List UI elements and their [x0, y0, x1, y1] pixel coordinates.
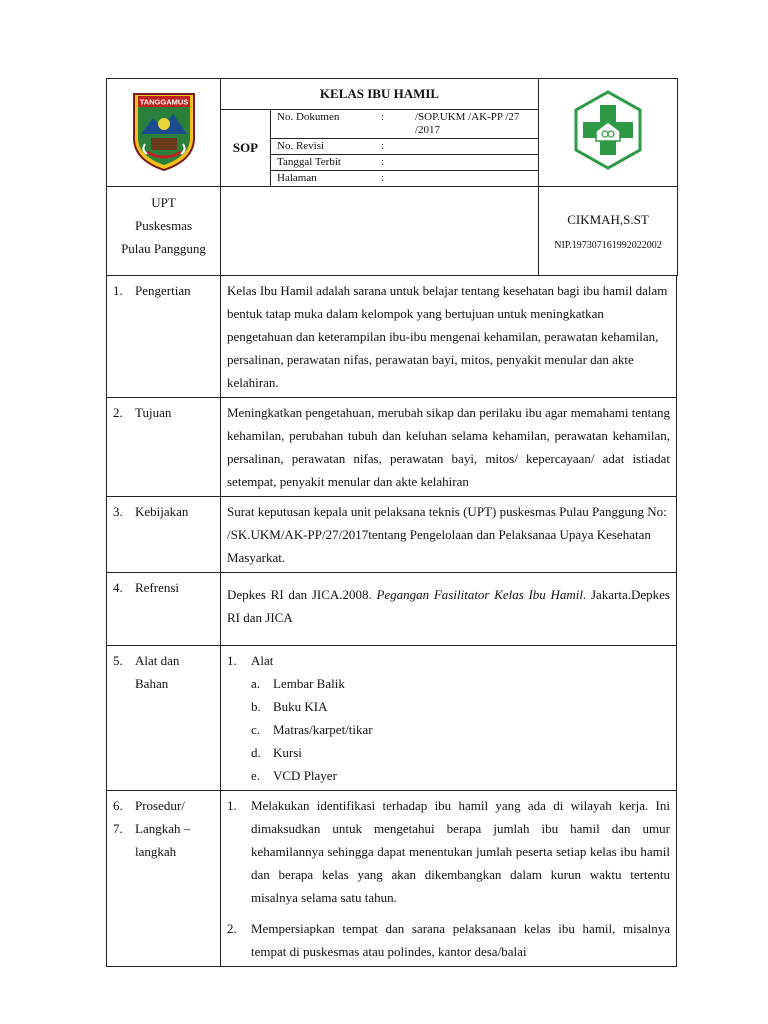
meta-sep: :	[375, 139, 395, 155]
meta-row	[271, 155, 538, 171]
section-content	[221, 791, 677, 967]
section-content: Kelas Ibu Hamil adalah sarana untuk belajar tentang kesehatan bagi ibu hamil dalam bentuk tatap muka dalam kelompok yang bertujuan untuk meningkatkan pengetahuan dan keterampilan ibu-ibu mengenai kehamilan, perawatan kehamilan, persalinan, perawatan nifas, perawatan bayi, mitos, penyakit menular dan akte kelahiran.	[221, 276, 677, 398]
meta-value	[395, 155, 538, 171]
section-number: 1.	[113, 283, 123, 298]
list-letter: e.	[251, 768, 261, 783]
document-meta	[271, 110, 539, 187]
list-item	[227, 764, 670, 787]
list-item-text: VCD Player	[273, 768, 337, 783]
sop-label: SOP	[221, 110, 271, 187]
section-title: Bahan	[135, 676, 169, 691]
section-label	[107, 791, 221, 967]
section-number: 4.	[113, 580, 123, 595]
section-content	[221, 573, 677, 646]
step-number: 2.	[227, 921, 237, 936]
meta-sep: :	[375, 110, 395, 139]
list-group-label: Alat	[251, 653, 274, 668]
section-content	[221, 646, 677, 791]
list-letter: c.	[251, 722, 261, 737]
procedure-step	[227, 794, 670, 909]
meta-sep: :	[375, 155, 395, 171]
reference-text: . Jakarta.Depkes RI dan JICA	[227, 587, 670, 625]
list-number: 1.	[227, 653, 237, 668]
section-title: Prosedur/	[135, 798, 185, 813]
tanggamus-logo-cell	[107, 79, 221, 187]
list-item-text: Buku KIA	[273, 699, 328, 714]
list-item-text: Lembar Balik	[273, 676, 345, 691]
meta-value	[395, 139, 538, 155]
signer-name: CIKMAH,S.ST	[567, 211, 649, 227]
section-number: 5.	[113, 653, 123, 668]
meta-label: Tanggal Terbit	[271, 155, 375, 171]
list-item	[227, 672, 670, 695]
section-row-alat	[107, 646, 677, 791]
meta-value	[395, 171, 538, 187]
section-content: Surat keputusan kepala unit pelaksana teknis (UPT) puskesmas Pulau Panggung No: /SK.UKM/AK-PP/27/2017tentang Pengelolaan dan Pelaksanaa Upaya Kesehatan Masyarkat.	[221, 497, 677, 573]
list-letter: b.	[251, 699, 261, 714]
section-number: 6.	[113, 798, 123, 813]
meta-row	[271, 110, 538, 139]
header-table	[106, 78, 678, 276]
section-title: Tujuan	[135, 405, 172, 420]
section-label	[107, 646, 221, 791]
section-label	[107, 573, 221, 646]
section-label	[107, 398, 221, 497]
section-number: 7.	[113, 821, 123, 836]
section-label	[107, 497, 221, 573]
signer-nip: NIP.197307161992022002	[554, 239, 662, 251]
step-text: Melakukan identifikasi terhadap ibu hamil yang ada di wilayah kerja. Ini dimaksudkan untuk mengetahui berapa jumlah ibu hamil dan umur kehamilannya sehingga dapat menentukan jumlah peserta setiap kelas ibu hamil dan berapa kelas yang akan dikembangkan dalam kurun waktu tertentu misalnya selama satu tahun.	[251, 798, 670, 905]
puskesmas-logo-cell	[539, 79, 678, 187]
upt-name	[107, 187, 221, 276]
tanggamus-logo-icon	[129, 88, 199, 172]
procedure-step	[227, 917, 670, 963]
section-row-tujuan	[107, 398, 677, 497]
section-title: Langkah –	[135, 821, 191, 836]
list-item-text: Kursi	[273, 745, 302, 760]
document-title: KELAS IBU HAMIL	[221, 79, 539, 110]
section-title: langkah	[135, 844, 177, 859]
signature-blank	[221, 187, 539, 276]
section-row-prosedur	[107, 791, 677, 967]
sop-document	[106, 78, 700, 967]
meta-label: No. Revisi	[271, 139, 375, 155]
logo-text: TANGGAMUS	[139, 97, 188, 107]
section-title: Alat dan	[135, 653, 180, 668]
list-item	[227, 718, 670, 741]
list-letter: d.	[251, 745, 261, 760]
reference-title: Pegangan Fasilitator Kelas Ibu Hamil	[376, 587, 583, 602]
sop-body-table	[106, 275, 700, 967]
upt-line: Pulau Panggung	[121, 241, 206, 256]
section-row-refrensi	[107, 573, 677, 646]
meta-label: No. Dokumen	[271, 110, 375, 139]
meta-row	[271, 171, 538, 187]
puskesmas-logo-icon	[572, 89, 644, 171]
section-title: Kebijakan	[135, 504, 189, 519]
step-number: 1.	[227, 798, 237, 813]
upt-line: UPT	[151, 195, 176, 210]
list-group	[227, 649, 670, 672]
meta-table	[271, 110, 538, 186]
meta-row	[271, 139, 538, 155]
section-row-kebijakan	[107, 497, 677, 573]
meta-value: /SOP.UKM /AK-PP /27 /2017	[395, 110, 538, 139]
list-letter: a.	[251, 676, 261, 691]
reference-text: Depkes RI dan JICA.2008.	[227, 587, 377, 602]
meta-label: Halaman	[277, 172, 317, 184]
section-label	[107, 276, 221, 398]
signer-block	[539, 187, 678, 276]
section-row-pengertian	[107, 276, 677, 398]
upt-line: Puskesmas	[134, 218, 193, 233]
meta-sep: :	[381, 172, 385, 184]
step-text: Mempersiapkan tempat dan sarana pelaksanaan kelas ibu hamil, misalnya tempat di puskesmas atau polindes, kantor desa/balai	[251, 921, 670, 959]
section-number: 2.	[113, 405, 123, 420]
section-title: Pengertian	[135, 283, 191, 298]
section-title: Refrensi	[135, 580, 180, 595]
list-item	[227, 741, 670, 764]
section-number: 3.	[113, 504, 123, 519]
section-content: Meningkatkan pengetahuan, merubah sikap dan perilaku ibu agar memahami tentang kehamilan, perubahan tubuh dan keluhan selama kehamilan, perawatan kehamilan, persalinan, perawatan nifas, perawatan bayi, mitos/ kepercayaan/ adat istiadat setempat, penyakit menular dan akte kelahiran	[221, 398, 677, 497]
list-item	[227, 695, 670, 718]
list-item-text: Matras/karpet/tikar	[273, 722, 373, 737]
